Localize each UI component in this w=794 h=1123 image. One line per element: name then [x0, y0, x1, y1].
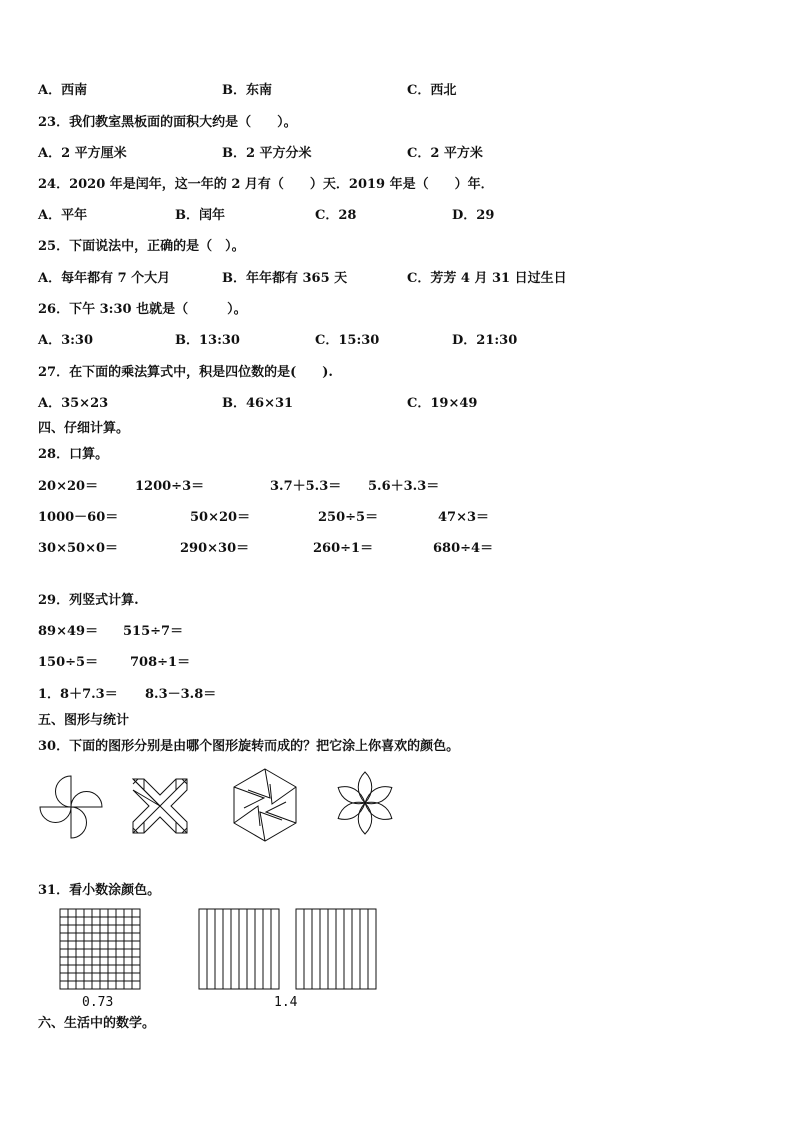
section-5-heading: 五、图形与统计: [38, 713, 130, 728]
q25-option-a: A．每年都有 7 个大月: [38, 271, 171, 286]
q29-item: 708÷1＝: [130, 655, 191, 670]
q28-item: 30×50×0＝: [38, 541, 119, 556]
q29-item: 515÷7＝: [123, 624, 184, 639]
q31-stem: 31．看小数涂颜色。: [38, 883, 161, 898]
q29-item: 89×49＝: [38, 624, 99, 639]
q27-option-b: B．46×31: [222, 396, 294, 411]
q25-option-b: B．年年都有 365 天: [222, 271, 348, 286]
q31-label-1: 0.73: [82, 995, 114, 1010]
q23-option-c: C．2 平方米: [407, 146, 483, 161]
q28-stem: 28．口算。: [38, 447, 109, 462]
q22-option-b: B．东南: [222, 83, 272, 98]
q24-option-d: D．29: [452, 208, 495, 223]
hundred-grid: [60, 909, 140, 989]
q23-stem: 23．我们教室黑板面的面积大约是（ ）。: [38, 115, 297, 130]
q28-item: 3.7＋5.3＝: [270, 479, 342, 494]
q24-option-a: A．平年: [38, 208, 88, 223]
q28-item: 5.6＋3.3＝: [368, 479, 440, 494]
section-6-heading: 六、生活中的数学。: [38, 1016, 156, 1031]
q26-option-b: B．13:30: [175, 333, 240, 348]
q28-item: 680÷4＝: [433, 541, 494, 556]
q30-stem: 30．下面的图形分别是由哪个图形旋转而成的？把它涂上你喜欢的颜色。: [38, 739, 460, 754]
q24-option-c: C．28: [315, 208, 357, 223]
q27-option-c: C．19×49: [407, 396, 478, 411]
tenths-strip-square-2: [296, 909, 376, 989]
q28-item: 290×30＝: [180, 541, 250, 556]
q27-stem: 27．在下面的乘法算式中，积是四位数的是( ).: [38, 365, 333, 380]
tenths-strip-square-1: [199, 909, 279, 989]
q31-label-2: 1.4: [274, 995, 298, 1010]
q23-option-a: A．2 平方厘米: [38, 146, 127, 161]
cross-figure: [132, 778, 188, 834]
pinwheel-figure: [38, 774, 104, 840]
q28-item: 47×3＝: [438, 510, 490, 525]
q26-option-d: D．21:30: [452, 333, 518, 348]
q26-stem: 26．下午 3:30 也就是（ ）。: [38, 302, 247, 317]
q28-item: 250÷5＝: [318, 510, 379, 525]
q29-item: 150÷5＝: [38, 655, 99, 670]
q28-item: 1200÷3＝: [135, 479, 205, 494]
q25-stem: 25．下面说法中，正确的是（ ）。: [38, 239, 245, 254]
q22-option-c: C．西北: [407, 83, 457, 98]
q24-stem: 24．2020 年是闰年，这一年的 2 月有（ ）天．2019 年是（ ）年．: [38, 177, 494, 192]
q28-item: 20×20＝: [38, 479, 99, 494]
q26-option-c: C．15:30: [315, 333, 380, 348]
q25-option-c: C．芳芳 4 月 31 日过生日: [407, 271, 567, 286]
flower-figure: [332, 770, 398, 836]
q23-option-b: B．2 平方分米: [222, 146, 312, 161]
q29-stem: 29．列竖式计算.: [38, 593, 139, 608]
q29-item: 1．8＋7.3＝: [38, 687, 118, 702]
q26-option-a: A．3:30: [38, 333, 94, 348]
q28-item: 260÷1＝: [313, 541, 374, 556]
q29-item: 8.3－3.8＝: [145, 687, 217, 702]
q22-option-a: A．西南: [38, 83, 88, 98]
q24-option-b: B．闰年: [175, 208, 225, 223]
section-4-heading: 四、仔细计算。: [38, 421, 130, 436]
q27-option-a: A．35×23: [38, 396, 109, 411]
q28-item: 50×20＝: [190, 510, 251, 525]
hexagon-figure: [228, 768, 302, 842]
q28-item: 1000－60＝: [38, 510, 119, 525]
